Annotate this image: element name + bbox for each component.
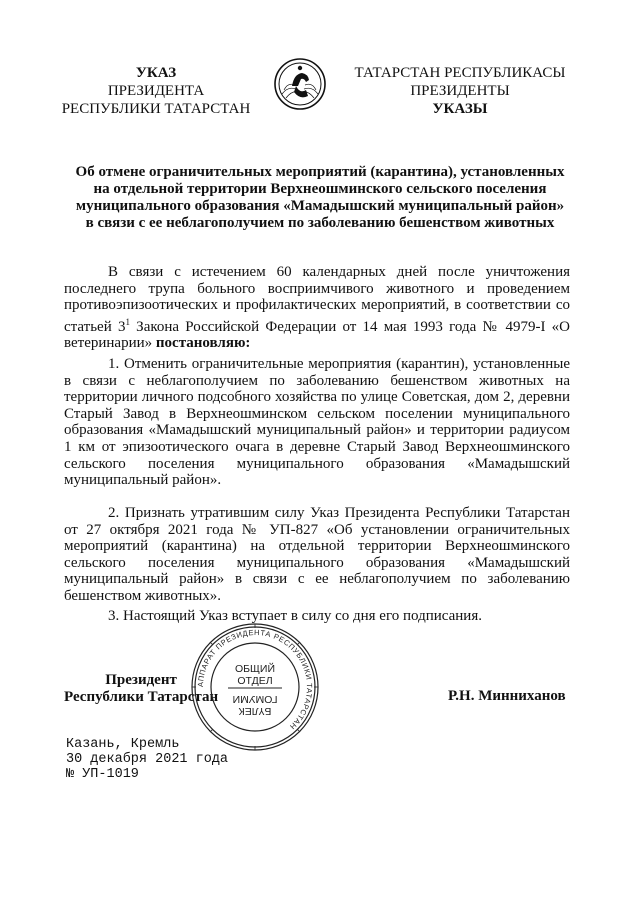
official-stamp <box>188 620 322 754</box>
header-right-line-2: ПРЕЗИДЕНТЫ <box>410 83 510 99</box>
stamp-center-line-1: ОБЩИЙ <box>235 663 275 675</box>
title-line-3: муниципального образования «Мамадышский муниципальный район» <box>75 198 565 214</box>
footer-date: 30 декабря 2021 года <box>66 752 229 767</box>
signature-position-line-1: Президент <box>105 672 177 688</box>
title-line-2: на отдельной территории Верхнеошминского сельского поселения <box>93 181 547 197</box>
title-line-4: в связи с ее неблагополучием по заболеванию бешенством животных <box>85 215 555 231</box>
intro-text-before: В связи с истечением 60 календарных дней после уничтожения последнего трупа больного восприимчивого животного и проведением противоэпизоотических и профилактических мероприятий, в соответствии со статьей 3 <box>64 264 570 335</box>
paragraph-2: 2. Признать утратившим силу Указ Президента Республики Татарстан от 27 октября 2021 года № УП-827 «Об установлении ограничительных мероприятий (карантина) на отдельной территории Верхнеошминского сельского поселения муниципального образования «Мамадышский муниципальный район» в связи с ее неблагополучием по заболеванию бешенством животных». <box>64 505 570 604</box>
header-right <box>354 64 566 118</box>
title-line-1: Об отмене ограничительных мероприятий (карантина), установленных <box>75 164 565 180</box>
document-footer <box>66 737 228 782</box>
header-right-line-3: УКАЗЫ <box>432 101 488 117</box>
intro-text-after: Закона Российской Федерации от 14 мая 1993 года № 4979-I «О ветеринарии» <box>64 318 570 352</box>
signature-name: Р.Н. Минниханов <box>448 688 566 704</box>
document-title <box>62 164 578 232</box>
stamp-ring-text: АППАРАТ ПРЕЗИДЕНТА РЕСПУБЛИКИ ТАТАРСТАН <box>195 627 315 732</box>
intro-emphasis: постановляю: <box>155 335 251 352</box>
coat-of-arms-icon <box>262 56 338 112</box>
header-left-line-2: ПРЕЗИДЕНТА <box>107 83 205 99</box>
intro-paragraph <box>64 264 570 352</box>
paragraph-1: 1. Отменить ограничительные мероприятия (карантин), установленные в связи с неблагополучием по заболеванию бешенством животных на территории личного подсобного хозяйства по улице Советская, дом 2, деревни Старый Завод в Верхнеошминском сельском поселении муниципального образования «Мамадышский муниципальный район» и территории радиусом 1 км от эпизоотического очага в деревне Старый Завод Верхнеошминского сельского поселения муниципального образования «Мамадышский муниципальный район». <box>64 356 570 489</box>
header-left-line-3: РЕСПУБЛИКИ ТАТАРСТАН <box>61 101 251 117</box>
header-left-line-1: УКАЗ <box>135 65 177 81</box>
header-left <box>58 64 254 118</box>
article-superscript: 1 <box>125 316 130 327</box>
paragraph-3: 3. Настоящий Указ вступает в силу со дня его подписания. <box>108 608 482 624</box>
footer-number: № УП-1019 <box>66 767 139 782</box>
header-right-line-1: ТАТАРСТАН РЕСПУБЛИКАСЫ <box>354 65 566 81</box>
footer-place: Казань, Кремль <box>66 737 180 752</box>
stamp-center-line-3: ГОМУМИ <box>232 693 278 705</box>
signature-position-line-2: Республики Татарстан <box>64 689 219 705</box>
stamp-center-line-2: ОТДЕЛ <box>237 675 273 687</box>
stamp-center-line-4: БҮЛЕК <box>238 705 272 717</box>
